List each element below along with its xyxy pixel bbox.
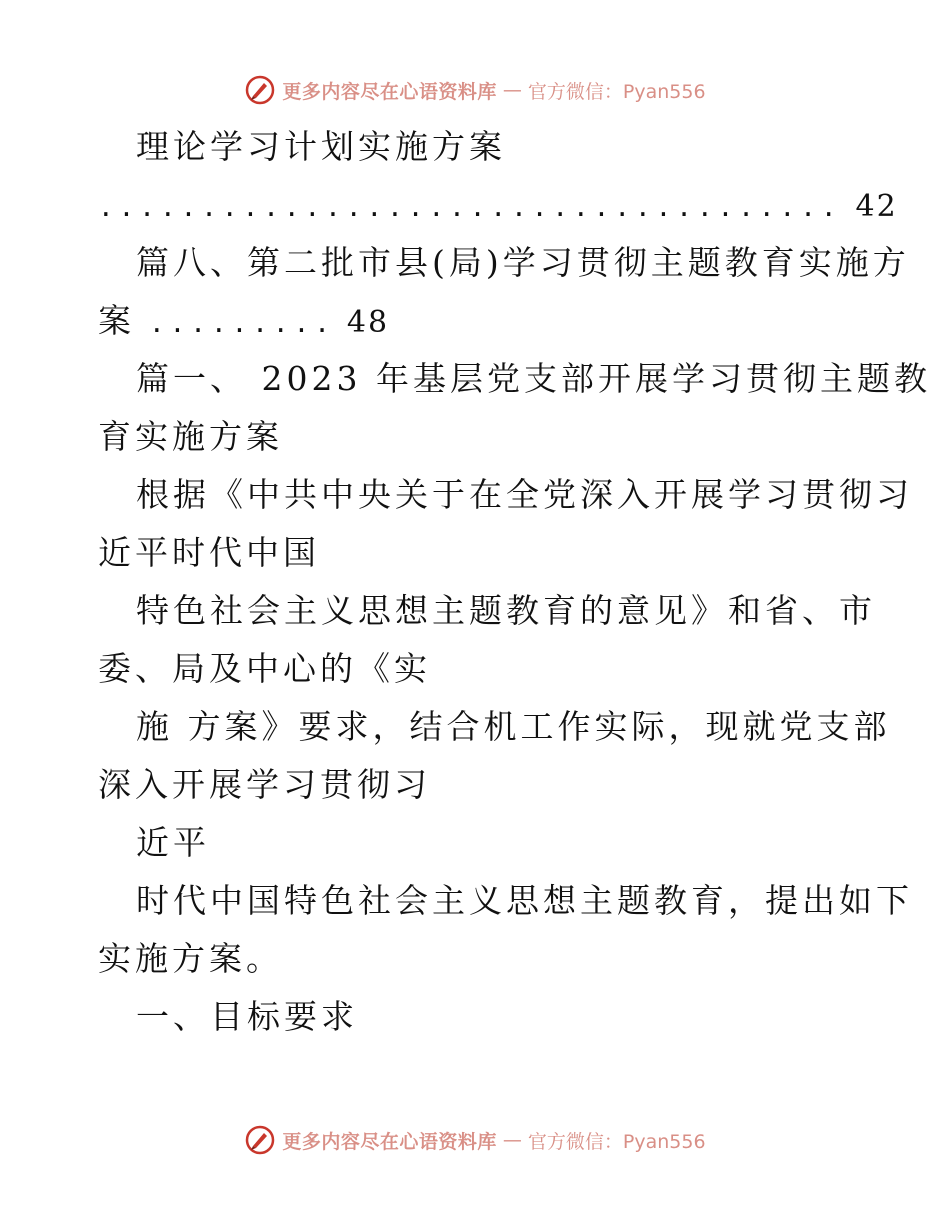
paragraph-line: 时代中国特色社会主义思想主题教育，提出如下 — [136, 881, 913, 920]
banner-text: 更多内容尽在心语资料库 — [282, 1130, 497, 1153]
toc-dot-leader: ......... — [149, 309, 335, 339]
toc-entry-title: 理论学习计划实施方案 — [136, 127, 506, 166]
paragraph-line: 施 方案》要求，结合机工作实际，现就党支部 — [136, 707, 891, 746]
paragraph-line: 篇一、 2023 年基层党支部开展学习贯彻主题教 — [136, 359, 931, 398]
toc-entry-continuation — [98, 292, 858, 350]
paragraph-line: 委、局及中心的《实 — [98, 649, 431, 688]
paragraph-line: 育实施方案 — [98, 417, 283, 456]
toc-dot-leader: .................................... — [98, 193, 842, 223]
banner-wechat: 官方微信：Pyan556 — [527, 1130, 706, 1153]
paragraph-line: 特色社会主义思想主题教育的意见》和省、市 — [136, 591, 876, 630]
document-body — [98, 118, 931, 1046]
banner-separator: — — [502, 1129, 522, 1151]
paragraph-line: 实施方案。 — [98, 939, 283, 978]
toc-entry-title: 篇八、第二批市县(局)学习贯彻主题教育实施方 — [136, 243, 910, 282]
header-watermark-banner — [0, 70, 950, 110]
paragraph-line: 根据《中共中央关于在全党深入开展学习贯彻习 — [136, 475, 913, 514]
section-heading: 一、目标要求 — [136, 997, 358, 1036]
toc-page-number: 48 — [346, 305, 390, 340]
toc-entry-leader — [98, 176, 898, 234]
quill-logo-icon — [244, 74, 276, 106]
quill-logo-icon — [244, 1124, 276, 1156]
banner-separator: — — [502, 79, 522, 101]
paragraph-line: 深入开展学习贯彻习 — [98, 765, 431, 804]
footer-watermark-banner — [0, 1120, 950, 1160]
paragraph-line: 近平时代中国 — [98, 533, 320, 572]
banner-wechat: 官方微信：Pyan556 — [527, 80, 706, 103]
toc-page-number: 42 — [855, 189, 898, 224]
banner-text: 更多内容尽在心语资料库 — [282, 80, 497, 103]
paragraph-line: 近平 — [136, 823, 210, 862]
toc-entry-title-tail: 案 — [98, 301, 135, 340]
